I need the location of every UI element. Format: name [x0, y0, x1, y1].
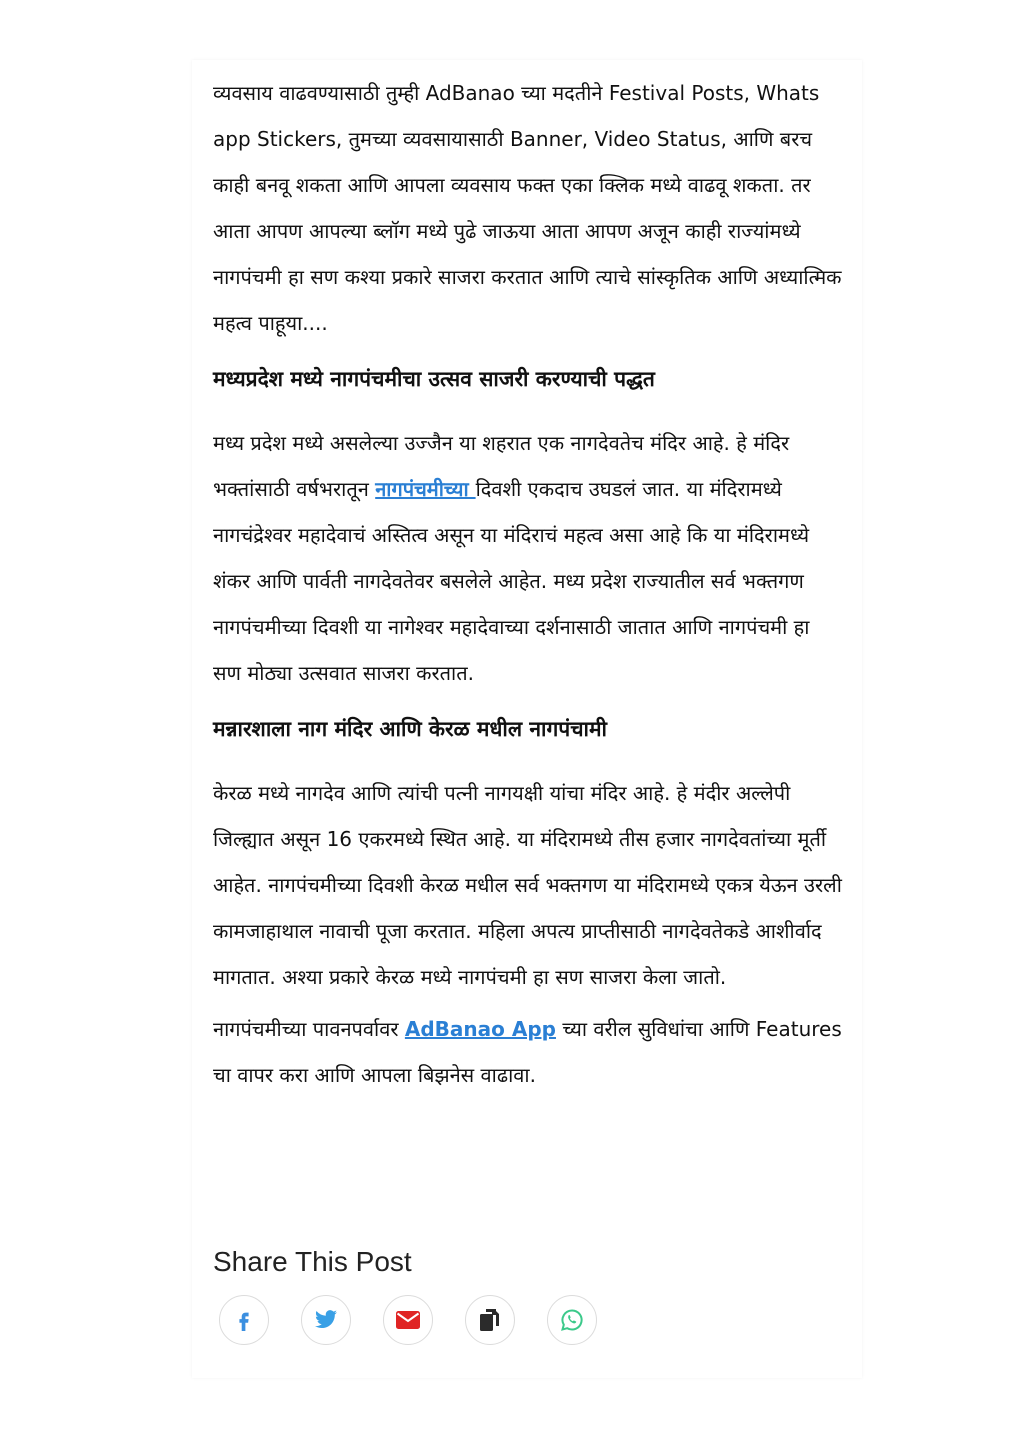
adbanao-app-link[interactable]: AdBanao App	[404, 1017, 556, 1041]
whatsapp-share-button[interactable]	[547, 1295, 597, 1345]
share-title: Share This Post	[213, 1246, 412, 1277]
copy-icon	[480, 1308, 500, 1332]
envelope-icon	[396, 1310, 420, 1330]
twitter-icon	[314, 1309, 338, 1331]
kerala-paragraph: केरळ मध्ये नागदेव आणि त्यांची पत्नी नागयक्षी यांचा मंदिर आहे. हे मंदीर अल्लेपी जिल्ह्यात असून 16 एकरमध्ये स्थित आहे. या मंदिरामध्ये तीस हजार नागदेवतांच्या मूर्ती आहेत. नागपंचमीच्या दिवशी केरळ मधील सर्व भक्तगण या मंदिरामध्ये एकत्र येऊन उरली कामजाहाथाल नावाची पूजा करतात. महिला अपत्य प्राप्तीसाठी नागदेवतेकडे आशीर्वाद मागतात. अश्या प्रकारे केरळ मध्ये नागपंचमी हा सण साजरा केला जातो.	[213, 781, 842, 989]
nagpanchami-link[interactable]: नागपंचमीच्या	[375, 477, 476, 501]
email-share-button[interactable]	[383, 1295, 433, 1345]
copy-link-button[interactable]	[465, 1295, 515, 1345]
twitter-share-button[interactable]	[301, 1295, 351, 1345]
kerala-heading: मन्नारशाला नाग मंदिर आणि केरळ मधील नागपंचामी	[213, 717, 607, 741]
closing-text-after: च्या वरील सुविधांचा आणि Features चा वापर करा आणि आपला बिझनेस वाढावा.	[213, 1017, 842, 1087]
mp-text-after: दिवशी एकदाच उघडलं जात. या मंदिरामध्ये नागचंद्रेश्वर महादेवाचं अस्तित्व असून या मंदिराचं महत्व असा आहे कि या मंदिरामध्ये शंकर आणि पार्वती नागदेवतेवर बसलेले आहेत. मध्य प्रदेश राज्यातील सर्व भक्तगण नागपंचमीच्या दिवशी या नागेश्वर महादेवाच्या दर्शनासाठी जातात आणि नागपंचमी हा सण मोठ्या उत्सवात साजरा करतात.	[213, 477, 810, 685]
intro-paragraph: व्यवसाय वाढवण्यासाठी तुम्ही AdBanao च्या मदतीने Festival Posts, Whats app Stickers, तुमच्या व्यवसायासाठी Banner, Video Status, आणि बरच काही बनवू शकता आणि आपला व्यवसाय फक्त एका क्लिक मध्ये वाढवू शकता. तर आता आपण आपल्या ब्लॉग मध्ये पुढे जाऊया आता आपण अजून काही राज्यांमध्ये नागपंचमी हा सण कश्या प्रकारे साजरा करतात आणि त्याचे सांस्कृतिक आणि अध्यात्मिक महत्व पाहूया....	[213, 81, 842, 335]
madhya-pradesh-heading: मध्यप्रदेश मध्ये नागपंचमीचा उत्सव साजरी करण्याची पद्धत	[213, 367, 655, 391]
closing-paragraph	[213, 1006, 843, 1098]
article-body	[213, 70, 843, 1098]
madhya-pradesh-paragraph	[213, 420, 843, 696]
share-buttons	[219, 1295, 597, 1345]
whatsapp-icon	[560, 1308, 584, 1332]
closing-text-before: नागपंचमीच्या पावनपर्वावर	[213, 1017, 405, 1041]
facebook-icon	[233, 1309, 255, 1331]
mp-text-before: मध्य प्रदेश मध्ये असलेल्या उज्जैन या शहरात एक नागदेवतेच मंदिर आहे. हे मंदिर भक्तांसाठी वर्षभरातून	[213, 431, 790, 501]
facebook-share-button[interactable]	[219, 1295, 269, 1345]
